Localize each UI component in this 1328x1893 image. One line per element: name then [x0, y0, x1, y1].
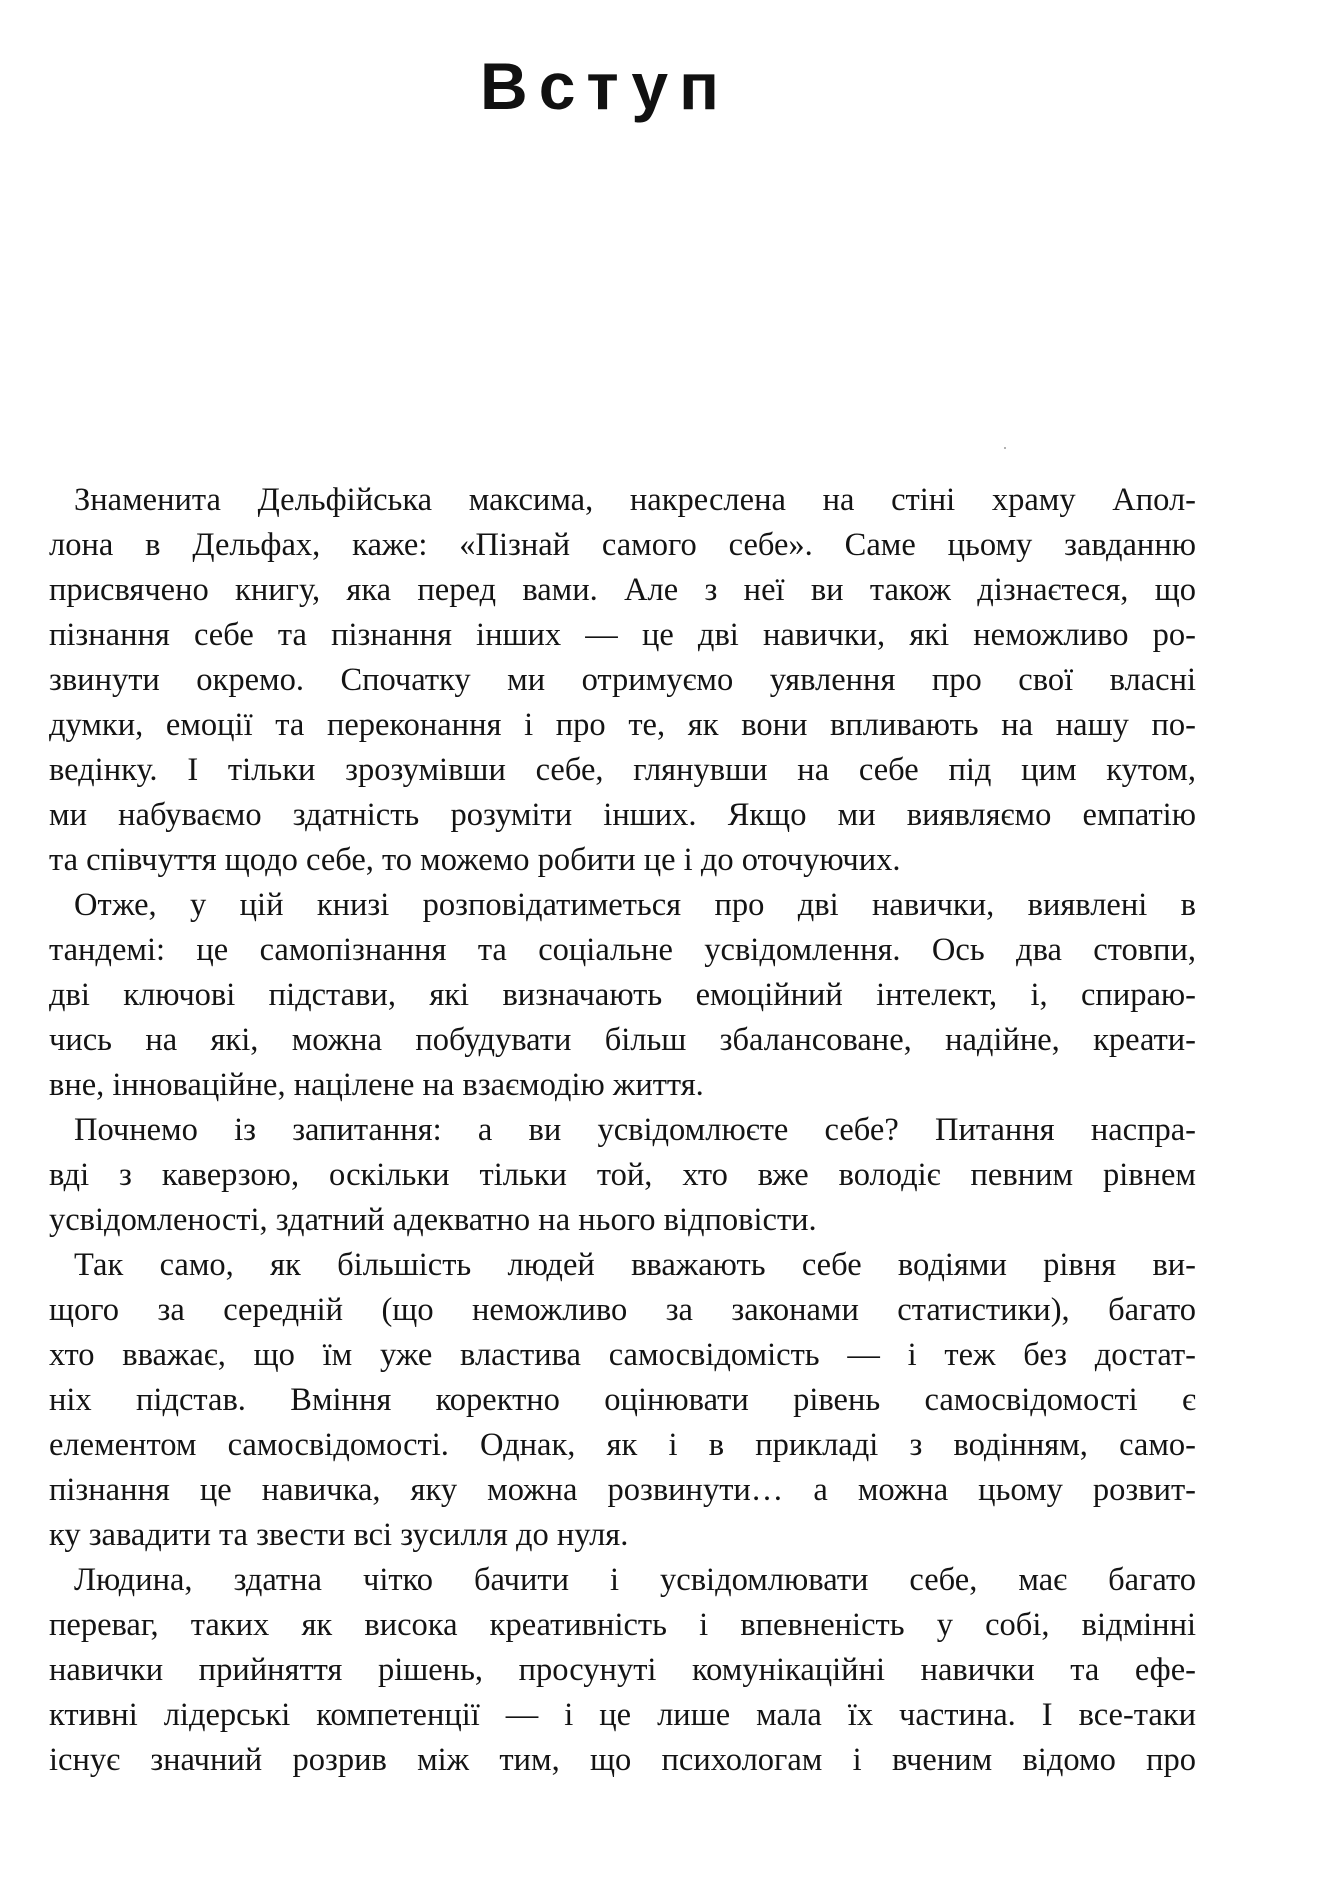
text-line: ку завадити та звести всі зусилля до нуля.	[49, 1517, 629, 1553]
text-line: пізнання себе та пізнання інших — це дві навички, які неможливо ро-	[49, 617, 1196, 653]
text-line: Почнемо із запитання: а ви усвідомлюєте себе? Питання наспра-	[74, 1112, 1196, 1148]
text-line: Людина, здатна чітко бачити і усвідомлювати себе, має багато	[74, 1562, 1196, 1598]
chapter-title: Вступ	[480, 49, 730, 123]
text-line: ведінку. І тільки зрозумівши себе, глянувши на себе під цим кутом,	[49, 752, 1196, 788]
text-line: навички прийняття рішень, просунуті комунікаційні навички та ефе-	[49, 1652, 1196, 1688]
text-line: присвячено книгу, яка перед вами. Але з неї ви також дізнаєтеся, що	[49, 572, 1196, 608]
text-line: тандемі: це самопізнання та соціальне усвідомлення. Ось два стовпи,	[49, 932, 1196, 968]
text-line: пізнання це навичка, яку можна розвинути… а можна цьому розвит-	[49, 1472, 1196, 1508]
paragraph	[49, 1108, 1196, 1243]
text-line: вне, інноваційне, націлене на взаємодію життя.	[49, 1067, 704, 1103]
paragraph	[49, 478, 1196, 883]
text-line: лона в Дельфах, каже: «Пізнай самого себе». Саме цьому завданню	[49, 527, 1196, 563]
text-line: вді з каверзою, оскільки тільки той, хто вже володіє певним рівнем	[49, 1157, 1196, 1193]
text-line: хто вважає, що їм уже властива самосвідомість — і теж без достат-	[49, 1337, 1196, 1373]
paragraph	[49, 1243, 1196, 1558]
text-line: щого за середній (що неможливо за законами статистики), багато	[49, 1292, 1196, 1328]
text-line: чись на які, можна побудувати більш збалансоване, надійне, креати-	[49, 1022, 1196, 1058]
text-line: та співчуття щодо себе, то можемо робити це і до оточуючих.	[49, 842, 901, 878]
text-line: звинути окремо. Спочатку ми отримуємо уявлення про свої власні	[49, 662, 1196, 698]
text-line: усвідомленості, здатний адекватно на нього відповісти.	[49, 1202, 817, 1238]
text-line: ктивні лідерські компетенції — і це лише мала їх частина. І все-таки	[49, 1697, 1196, 1733]
paragraph	[49, 1558, 1196, 1783]
text-line: існує значний розрив між тим, що психологам і вченим відомо про	[49, 1742, 1196, 1778]
text-line: ми набуваємо здатність розуміти інших. Якщо ми виявляємо емпатію	[49, 797, 1196, 833]
paragraph	[49, 883, 1196, 1108]
text-line: переваг, таких як висока креативність і впевненість у собі, відмінні	[49, 1607, 1196, 1643]
text-line: думки, емоції та переконання і про те, як вони впливають на нашу по-	[49, 707, 1196, 743]
text-line: Отже, у цій книзі розповідатиметься про дві навички, виявлені в	[74, 887, 1196, 923]
text-line: елементом самосвідомості. Однак, як і в прикладі з водінням, само-	[49, 1427, 1196, 1463]
body-text	[49, 478, 1196, 1783]
text-line: Так само, як більшість людей вважають себе водіями рівня ви-	[74, 1247, 1196, 1283]
text-line: Знаменита Дельфійська максима, накреслена на стіні храму Апол-	[74, 482, 1196, 518]
text-line: ніх підстав. Вміння коректно оцінювати рівень самосвідомості є	[49, 1382, 1196, 1418]
text-line: дві ключові підстави, які визначають емоційний інтелект, і, спираю-	[49, 977, 1196, 1013]
scan-speck	[1004, 447, 1006, 449]
